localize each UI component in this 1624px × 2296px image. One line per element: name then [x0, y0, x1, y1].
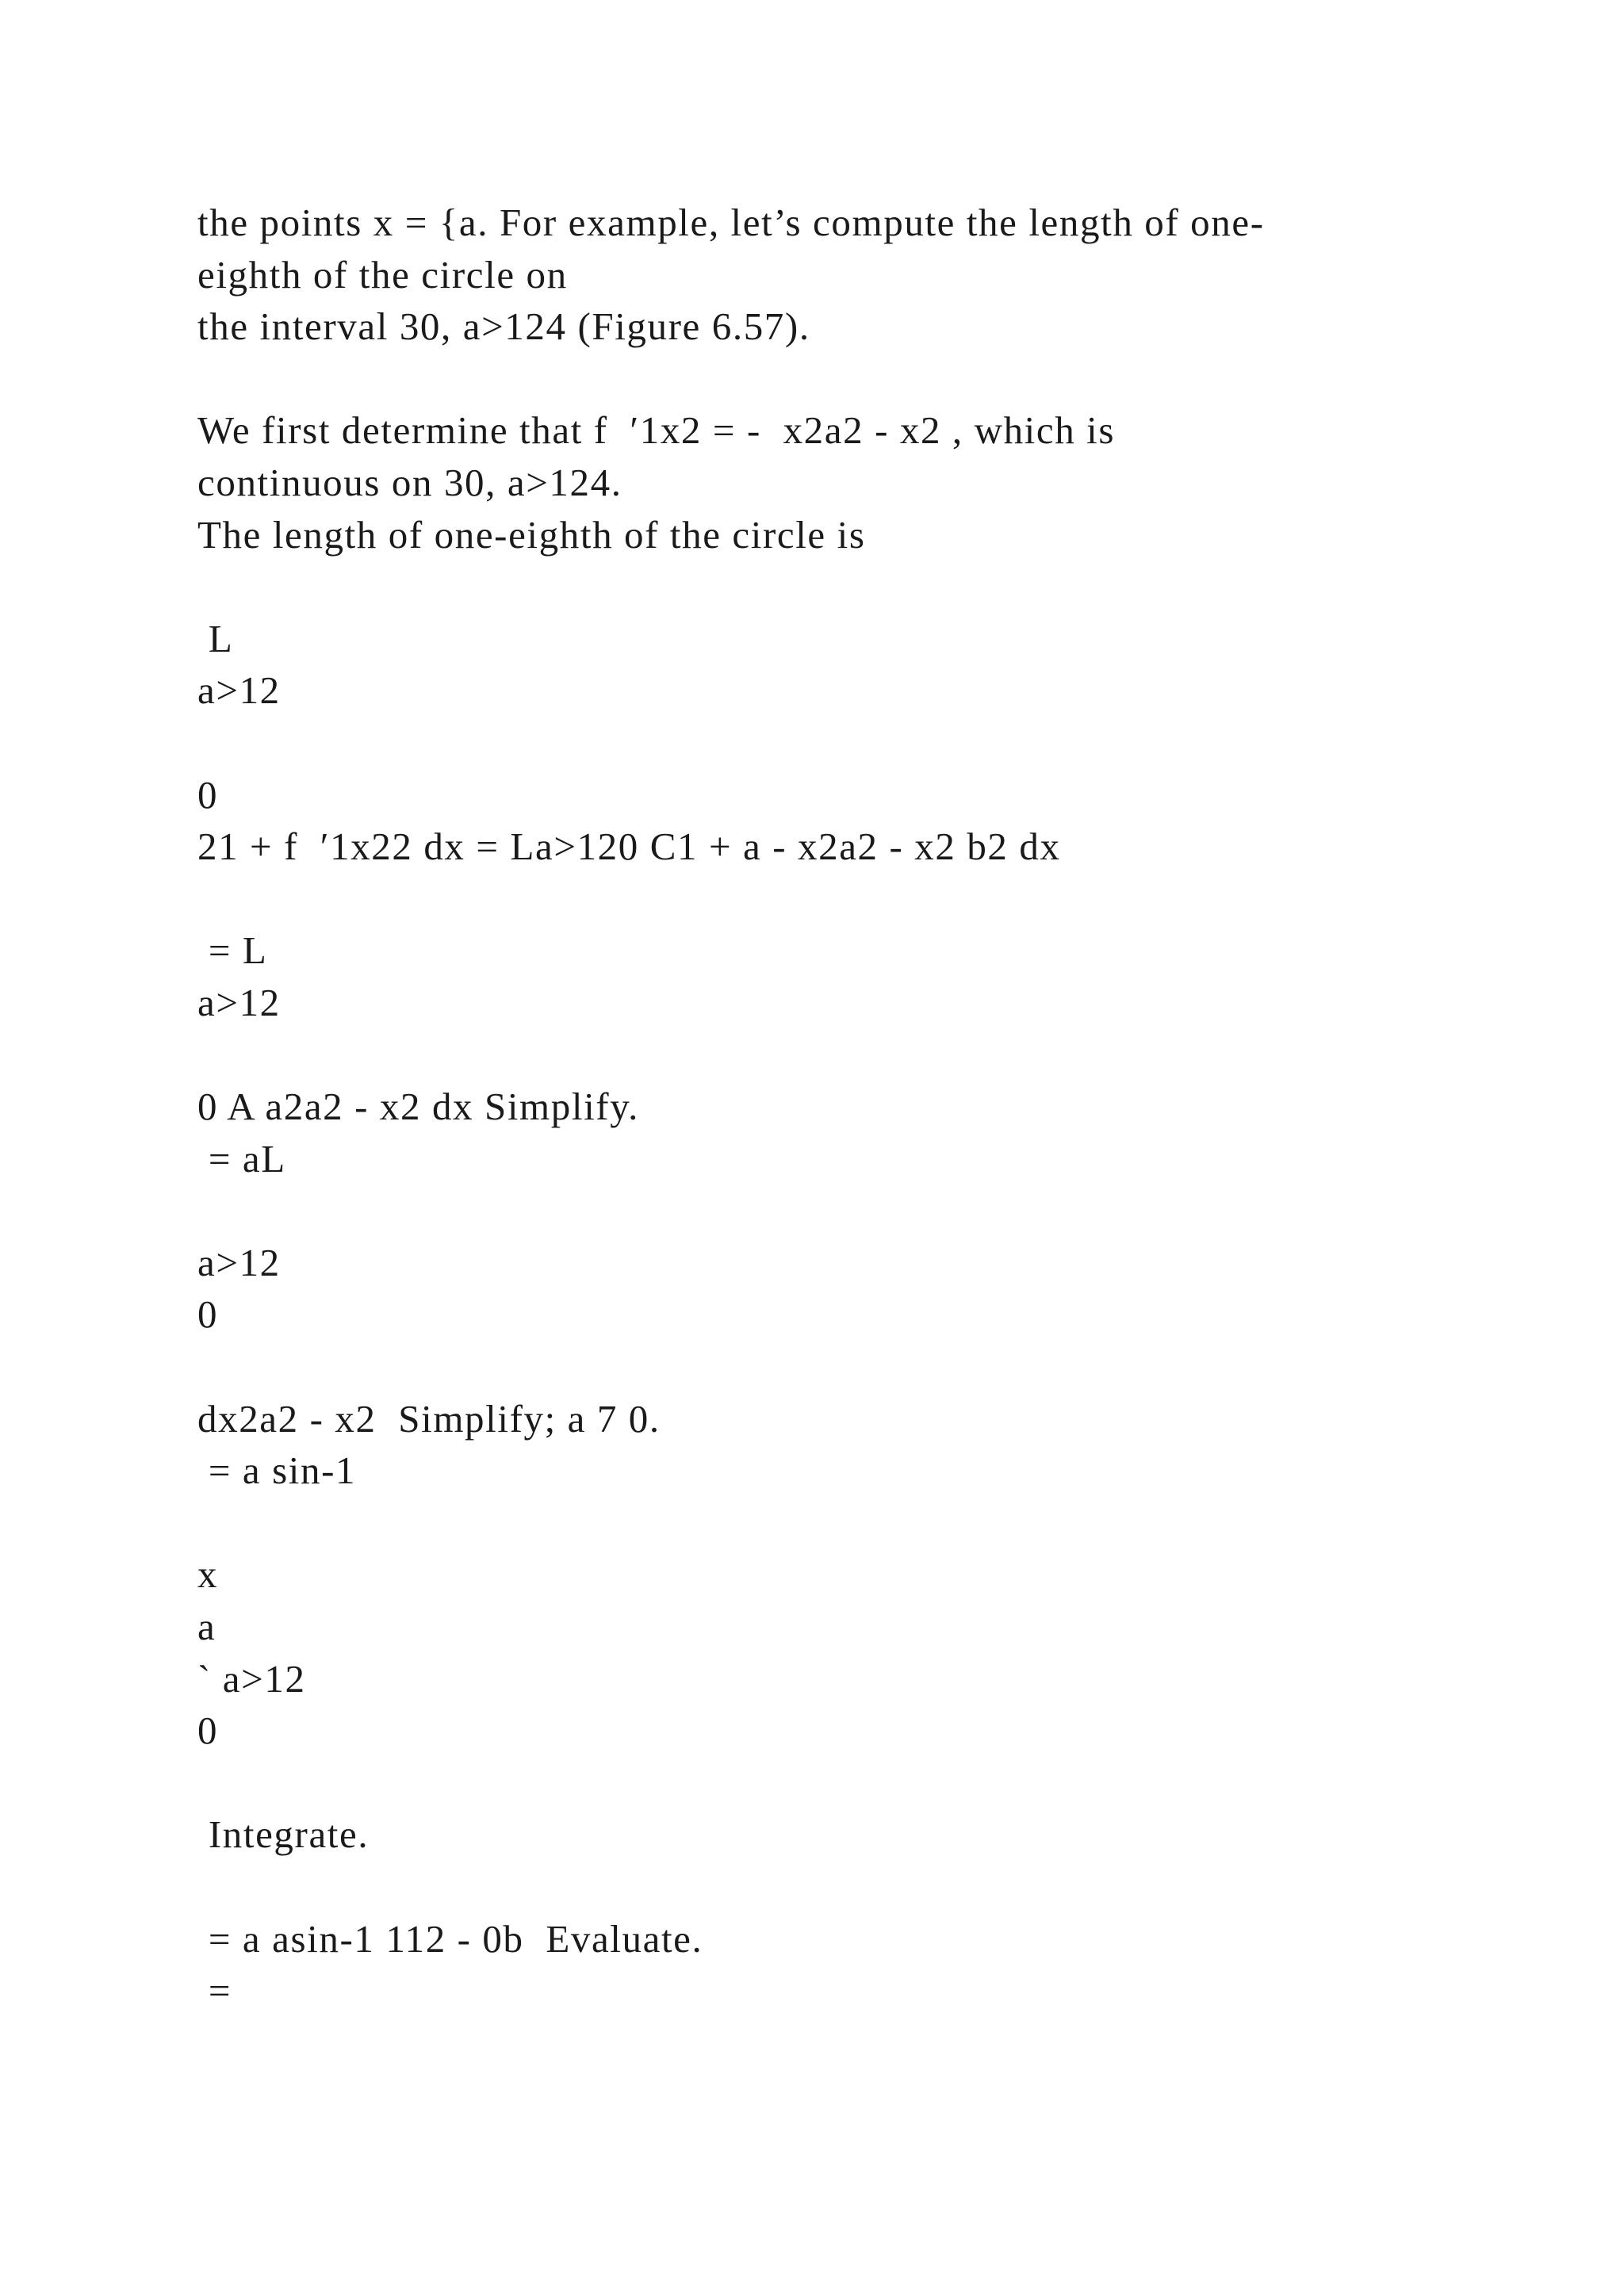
text-line	[197, 1497, 1506, 1549]
text-line: = L	[197, 928, 268, 973]
text-line: ` a>12	[197, 1656, 306, 1701]
text-line: =	[197, 1969, 232, 2013]
text-line: the points x = {a. For example, let’s compute the length of one-	[197, 201, 1265, 244]
text-line: = aL	[197, 1136, 286, 1181]
text-line: Integrate.	[197, 1812, 370, 1857]
text-line: a>12	[197, 668, 281, 713]
text-line: The length of one-eighth of the circle is	[197, 512, 866, 557]
text-line	[197, 1029, 1506, 1081]
text-line: a	[197, 1605, 216, 1649]
text-line: a>12	[197, 980, 281, 1024]
text-line	[197, 1757, 1506, 1809]
text-line	[197, 1861, 1506, 1913]
text-line	[197, 873, 1506, 925]
text-line: dx2a2 - x2 Simplify; a 7 0.	[197, 1396, 661, 1441]
text-line: x	[197, 1552, 219, 1597]
text-line: = a asin-1 112 - 0b Evaluate.	[197, 1916, 703, 1961]
text-line: 0	[197, 772, 219, 817]
text-line	[197, 353, 1506, 405]
text-line	[197, 1341, 1506, 1393]
text-line	[197, 1184, 1506, 1237]
text-line: 0 A a2a2 - x2 dx Simplify.	[197, 1085, 639, 1129]
text-line: continuous on 30, a>124.	[197, 460, 622, 504]
text-line: 21 + f ′1x22 dx = La>120 C1 + a - x2a2 - x2 b2 dx	[197, 825, 1061, 869]
text-line: We first determine that f ′1x2 = - x2a2 - x2 , which is	[197, 408, 1116, 453]
text-line	[197, 717, 1506, 769]
text-line: the interval 30, a>124 (Figure 6.57).	[197, 304, 810, 349]
text-line: 0	[197, 1709, 219, 1753]
document-text	[197, 197, 1506, 2017]
text-line: 0	[197, 1292, 219, 1337]
text-line: a>12	[197, 1240, 281, 1284]
text-line: L	[197, 616, 234, 660]
text-line	[197, 561, 1506, 613]
text-line: eighth of the circle on	[197, 252, 568, 297]
text-line: = a sin-1	[197, 1448, 357, 1493]
